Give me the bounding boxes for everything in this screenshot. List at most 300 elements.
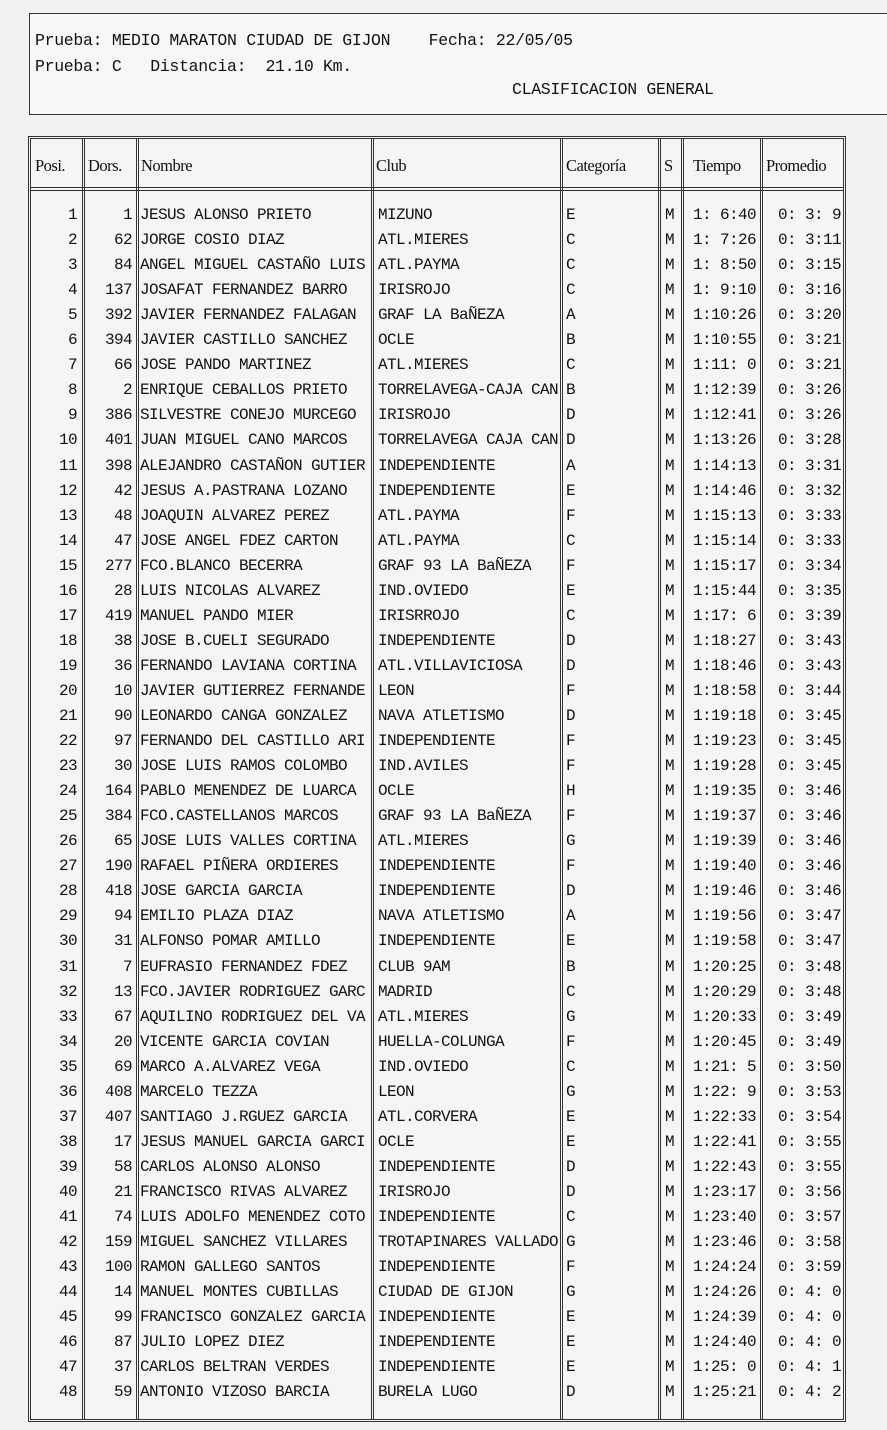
cell-nombre: FRANCISCO RIVAS ALVAREZ — [140, 1182, 348, 1201]
table-row — [31, 632, 843, 657]
table-row — [31, 532, 843, 557]
cell-dors: 42 — [113, 481, 132, 500]
cell-dors: 277 — [104, 556, 132, 575]
cell-tiempo: 1:10:55 — [692, 331, 756, 350]
cell-tiempo: 1: 7:26 — [692, 231, 756, 250]
cell-categoria: E — [566, 1358, 576, 1377]
cell-sexo: M — [665, 331, 675, 350]
cell-dors: 190 — [104, 857, 132, 876]
cell-promedio: 0: 4: 2 — [777, 1383, 841, 1402]
cell-tiempo: 1:19:23 — [692, 732, 756, 751]
cell-categoria: B — [566, 957, 576, 976]
cell-pos: 12 — [58, 481, 77, 500]
cell-dors: 36 — [113, 656, 132, 675]
cell-pos: 31 — [58, 957, 77, 976]
cell-club: LEON — [378, 1082, 415, 1101]
table-row — [31, 1208, 843, 1233]
table-row — [31, 1333, 843, 1358]
cell-sexo: M — [665, 206, 675, 224]
cell-club: LEON — [378, 681, 415, 700]
cell-sexo: M — [665, 556, 675, 575]
cell-tiempo: 1:19:35 — [692, 782, 756, 801]
cell-nombre: JESUS A.PASTRANA LOZANO — [140, 481, 348, 500]
cell-dors: 94 — [113, 907, 132, 926]
cell-pos: 36 — [58, 1082, 77, 1101]
cell-categoria: E — [566, 1333, 576, 1352]
cell-promedio: 0: 3:48 — [777, 982, 841, 1001]
cell-promedio: 0: 3:35 — [777, 581, 841, 600]
cell-sexo: M — [665, 681, 675, 700]
cell-categoria: G — [566, 832, 576, 851]
cell-pos: 43 — [58, 1258, 77, 1277]
cell-club: MADRID — [378, 982, 433, 1001]
table-row — [31, 256, 843, 281]
cell-pos: 41 — [58, 1208, 77, 1226]
cell-pos: 6 — [67, 331, 77, 350]
cell-promedio: 0: 3:20 — [777, 306, 841, 325]
cell-pos: 25 — [58, 807, 77, 826]
cell-pos: 30 — [58, 932, 77, 951]
cell-sexo: M — [665, 1233, 675, 1252]
cell-pos: 5 — [67, 306, 77, 325]
cell-promedio: 0: 3:34 — [777, 556, 841, 575]
cell-tiempo: 1:22:41 — [692, 1132, 756, 1151]
cell-pos: 38 — [58, 1132, 77, 1151]
cell-club: ATL.VILLAVICIOSA — [378, 656, 523, 675]
cell-sexo: M — [665, 1208, 675, 1226]
cell-club: NAVA ATLETISMO — [378, 707, 505, 725]
cell-promedio: 0: 3:44 — [777, 681, 841, 700]
cell-categoria: D — [566, 631, 576, 650]
cell-dors: 67 — [113, 1007, 132, 1026]
cell-sexo: M — [665, 1383, 675, 1402]
cell-categoria: C — [566, 356, 576, 375]
cell-dors: 97 — [113, 732, 132, 751]
col-header-pos: Posi. — [35, 156, 66, 175]
cell-categoria: D — [566, 707, 576, 725]
table-row — [31, 1158, 843, 1183]
table-row — [31, 958, 843, 983]
results-table — [28, 136, 846, 1422]
cell-nombre: ANTONIO VIZOSO BARCIA — [140, 1383, 330, 1402]
cell-tiempo: 1:19:46 — [692, 882, 756, 901]
cell-nombre: JUAN MIGUEL CANO MARCOS — [140, 431, 348, 450]
cell-pos: 35 — [58, 1057, 77, 1076]
cell-nombre: SANTIAGO J.RGUEZ GARCIA — [140, 1107, 348, 1126]
table-row — [31, 907, 843, 932]
cell-nombre: MANUEL PANDO MIER — [140, 606, 294, 625]
table-row — [31, 582, 843, 607]
cell-pos: 11 — [58, 456, 77, 475]
cell-sexo: M — [665, 631, 675, 650]
cell-dors: 47 — [113, 531, 132, 550]
cell-sexo: M — [665, 456, 675, 475]
cell-tiempo: 1:22: 9 — [692, 1082, 756, 1101]
cell-nombre: JESUS ALONSO PRIETO — [140, 206, 312, 224]
cell-promedio: 0: 3:15 — [777, 256, 841, 275]
cell-promedio: 0: 3:47 — [777, 907, 841, 926]
cell-club: TORRELAVEGA CAJA CAN — [378, 431, 559, 450]
cell-sexo: M — [665, 732, 675, 751]
cell-pos: 17 — [58, 606, 77, 625]
cell-nombre: LUIS ADOLFO MENENDEZ COTO — [140, 1208, 366, 1226]
cell-dors: 159 — [104, 1233, 132, 1252]
col-header-promedio: Promedio — [766, 156, 827, 175]
cell-tiempo: 1:25:21 — [692, 1383, 756, 1402]
cell-sexo: M — [665, 381, 675, 400]
cell-nombre: JOSE LUIS RAMOS COLOMBO — [140, 757, 348, 776]
cell-categoria: D — [566, 882, 576, 901]
cell-nombre: MIGUEL SANCHEZ VILLARES — [140, 1233, 348, 1252]
cell-promedio: 0: 3:48 — [777, 957, 841, 976]
cell-pos: 27 — [58, 857, 77, 876]
table-row — [31, 1308, 843, 1333]
cell-club: GRAF 93 LA BaÑEZA — [378, 556, 532, 575]
cell-sexo: M — [665, 782, 675, 801]
cell-pos: 42 — [58, 1233, 77, 1252]
table-row — [31, 657, 843, 682]
cell-promedio: 0: 3:59 — [777, 1258, 841, 1277]
cell-tiempo: 1:23:40 — [692, 1208, 756, 1226]
cell-club: TROTAPINARES VALLADO — [378, 1233, 559, 1252]
cell-categoria: C — [566, 281, 576, 300]
cell-categoria: C — [566, 531, 576, 550]
cell-promedio: 0: 4: 0 — [777, 1283, 841, 1302]
cell-club: IND.OVIEDO — [378, 1057, 469, 1076]
cell-dors: 384 — [104, 807, 132, 826]
cell-sexo: M — [665, 932, 675, 951]
cell-club: ATL.MIERES — [378, 231, 469, 250]
cell-sexo: M — [665, 907, 675, 926]
table-row — [31, 431, 843, 456]
cell-categoria: A — [566, 456, 576, 475]
cell-pos: 29 — [58, 907, 77, 926]
cell-tiempo: 1:24:39 — [692, 1308, 756, 1327]
cell-promedio: 0: 3:46 — [777, 832, 841, 851]
table-row — [31, 1133, 843, 1158]
cell-promedio: 0: 3:56 — [777, 1182, 841, 1201]
cell-sexo: M — [665, 1157, 675, 1176]
cell-club: INDEPENDIENTE — [378, 631, 496, 650]
cell-dors: 48 — [113, 506, 132, 525]
cell-tiempo: 1:15:13 — [692, 506, 756, 525]
cell-pos: 9 — [67, 406, 77, 425]
cell-tiempo: 1:12:39 — [692, 381, 756, 400]
cell-pos: 10 — [58, 431, 77, 450]
cell-nombre: JAVIER CASTILLO SANCHEZ — [140, 331, 348, 350]
cell-sexo: M — [665, 506, 675, 525]
header-separator — [31, 187, 843, 191]
cell-pos: 23 — [58, 757, 77, 776]
cell-nombre: JAVIER FERNANDEZ FALAGAN — [140, 306, 357, 325]
cell-sexo: M — [665, 1258, 675, 1277]
cell-tiempo: 1:15:44 — [692, 581, 756, 600]
table-row — [31, 457, 843, 482]
cell-dors: 28 — [113, 581, 132, 600]
cell-categoria: A — [566, 306, 576, 325]
cell-tiempo: 1:22:33 — [692, 1107, 756, 1126]
cell-nombre: ALFONSO POMAR AMILLO — [140, 932, 321, 951]
cell-promedio: 0: 3:58 — [777, 1233, 841, 1252]
cell-sexo: M — [665, 606, 675, 625]
cell-club: INDEPENDIENTE — [378, 481, 496, 500]
cell-promedio: 0: 4: 0 — [777, 1333, 841, 1352]
cell-promedio: 0: 3:46 — [777, 882, 841, 901]
cell-promedio: 0: 3:28 — [777, 431, 841, 450]
cell-dors: 418 — [104, 882, 132, 901]
cell-promedio: 0: 3:55 — [777, 1157, 841, 1176]
cell-categoria: C — [566, 231, 576, 250]
cell-categoria: C — [566, 1057, 576, 1076]
cell-promedio: 0: 3:49 — [777, 1007, 841, 1026]
cell-promedio: 0: 4: 1 — [777, 1358, 841, 1377]
cell-promedio: 0: 3:33 — [777, 531, 841, 550]
cell-club: NAVA ATLETISMO — [378, 907, 505, 926]
cell-promedio: 0: 3:54 — [777, 1107, 841, 1126]
cell-tiempo: 1:14:46 — [692, 481, 756, 500]
race-distance-line: Prueba: C Distancia: 21.10 Km. — [35, 57, 352, 76]
cell-dors: 31 — [113, 932, 132, 951]
cell-pos: 37 — [58, 1107, 77, 1126]
cell-categoria: B — [566, 381, 576, 400]
cell-tiempo: 1:23:17 — [692, 1182, 756, 1201]
table-row — [31, 1383, 843, 1408]
cell-dors: 398 — [104, 456, 132, 475]
cell-promedio: 0: 3:49 — [777, 1032, 841, 1051]
cell-categoria: D — [566, 656, 576, 675]
cell-promedio: 0: 3:26 — [777, 406, 841, 425]
cell-nombre: ALEJANDRO CASTAÑON GUTIER — [140, 456, 366, 475]
cell-promedio: 0: 3:55 — [777, 1132, 841, 1151]
cell-club: OCLE — [378, 1132, 415, 1151]
cell-dors: 20 — [113, 1032, 132, 1051]
cell-pos: 32 — [58, 982, 77, 1001]
cell-promedio: 0: 3:16 — [777, 281, 841, 300]
table-row — [31, 932, 843, 957]
cell-dors: 17 — [113, 1132, 132, 1151]
cell-promedio: 0: 3:46 — [777, 807, 841, 826]
cell-club: INDEPENDIENTE — [378, 882, 496, 901]
table-row — [31, 682, 843, 707]
table-row — [31, 1108, 843, 1133]
cell-nombre: JOSAFAT FERNANDEZ BARRO — [140, 281, 348, 300]
cell-nombre: CARLOS BELTRAN VERDES — [140, 1358, 330, 1377]
table-row — [31, 206, 843, 231]
cell-club: INDEPENDIENTE — [378, 1208, 496, 1226]
cell-tiempo: 1:20:33 — [692, 1007, 756, 1026]
cell-sexo: M — [665, 1082, 675, 1101]
cell-sexo: M — [665, 356, 675, 375]
cell-nombre: LEONARDO CANGA GONZALEZ — [140, 707, 348, 725]
cell-tiempo: 1:15:14 — [692, 531, 756, 550]
cell-nombre: CARLOS ALONSO ALONSO — [140, 1157, 321, 1176]
cell-nombre: JAVIER GUTIERREZ FERNANDE — [140, 681, 366, 700]
cell-nombre: JOSE LUIS VALLES CORTINA — [140, 832, 357, 851]
cell-categoria: F — [566, 807, 576, 826]
cell-dors: 419 — [104, 606, 132, 625]
cell-pos: 40 — [58, 1182, 77, 1201]
cell-club: IND.AVILES — [378, 757, 469, 776]
cell-categoria: G — [566, 1233, 576, 1252]
table-row — [31, 406, 843, 431]
cell-categoria: F — [566, 681, 576, 700]
cell-nombre: JOAQUIN ALVAREZ PEREZ — [140, 506, 330, 525]
cell-nombre: RAMON GALLEGO SANTOS — [140, 1258, 321, 1277]
col-header-nombre: Nombre — [141, 156, 193, 175]
cell-sexo: M — [665, 1032, 675, 1051]
cell-categoria: G — [566, 1283, 576, 1302]
table-row — [31, 356, 843, 381]
cell-promedio: 0: 3:45 — [777, 757, 841, 776]
table-row — [31, 607, 843, 632]
cell-tiempo: 1:19:56 — [692, 907, 756, 926]
cell-club: MIZUNO — [378, 206, 433, 224]
cell-pos: 4 — [67, 281, 77, 300]
cell-categoria: F — [566, 506, 576, 525]
cell-dors: 100 — [104, 1258, 132, 1277]
cell-club: INDEPENDIENTE — [378, 1333, 496, 1352]
cell-sexo: M — [665, 281, 675, 300]
table-row — [31, 832, 843, 857]
cell-sexo: M — [665, 857, 675, 876]
cell-dors: 38 — [113, 631, 132, 650]
cell-promedio: 0: 3:47 — [777, 932, 841, 951]
table-row — [31, 482, 843, 507]
cell-tiempo: 1:23:46 — [692, 1233, 756, 1252]
cell-promedio: 0: 3:57 — [777, 1208, 841, 1226]
cell-tiempo: 1:18:46 — [692, 656, 756, 675]
cell-pos: 16 — [58, 581, 77, 600]
table-row — [31, 983, 843, 1008]
cell-dors: 164 — [104, 782, 132, 801]
cell-tiempo: 1:14:13 — [692, 456, 756, 475]
cell-tiempo: 1: 8:50 — [692, 256, 756, 275]
cell-tiempo: 1:20:45 — [692, 1032, 756, 1051]
cell-promedio: 0: 3:21 — [777, 331, 841, 350]
cell-promedio: 0: 3: 9 — [777, 206, 841, 224]
cell-nombre: JOSE ANGEL FDEZ CARTON — [140, 531, 339, 550]
table-row — [31, 757, 843, 782]
cell-nombre: JOSE PANDO MARTINEZ — [140, 356, 312, 375]
cell-pos: 21 — [58, 707, 77, 725]
cell-tiempo: 1:20:25 — [692, 957, 756, 976]
cell-club: INDEPENDIENTE — [378, 1157, 496, 1176]
cell-sexo: M — [665, 832, 675, 851]
cell-pos: 26 — [58, 832, 77, 851]
cell-tiempo: 1:24:40 — [692, 1333, 756, 1352]
cell-nombre: MARCO A.ALVAREZ VEGA — [140, 1057, 321, 1076]
cell-categoria: C — [566, 1208, 576, 1226]
cell-dors: 84 — [113, 256, 132, 275]
cell-nombre: MANUEL MONTES CUBILLAS — [140, 1283, 339, 1302]
cell-categoria: E — [566, 932, 576, 951]
cell-categoria: G — [566, 1082, 576, 1101]
cell-sexo: M — [665, 807, 675, 826]
cell-categoria: E — [566, 1308, 576, 1327]
cell-club: HUELLA-COLUNGA — [378, 1032, 505, 1051]
cell-dors: 2 — [122, 381, 132, 400]
cell-nombre: ANGEL MIGUEL CASTAÑO LUIS — [140, 256, 366, 275]
cell-tiempo: 1:20:29 — [692, 982, 756, 1001]
cell-dors: 137 — [104, 281, 132, 300]
cell-tiempo: 1:24:24 — [692, 1258, 756, 1277]
cell-club: ATL.CORVERA — [378, 1107, 478, 1126]
cell-tiempo: 1:25: 0 — [692, 1358, 756, 1377]
cell-sexo: M — [665, 1107, 675, 1126]
cell-nombre: JOSE B.CUELI SEGURADO — [140, 631, 330, 650]
col-header-dors: Dors. — [88, 156, 122, 175]
cell-pos: 28 — [58, 882, 77, 901]
cell-sexo: M — [665, 1132, 675, 1151]
cell-promedio: 0: 3:46 — [777, 782, 841, 801]
cell-club: ATL.PAYMA — [378, 256, 460, 275]
cell-pos: 34 — [58, 1032, 77, 1051]
cell-club: INDEPENDIENTE — [378, 732, 496, 751]
cell-sexo: M — [665, 256, 675, 275]
cell-tiempo: 1:11: 0 — [692, 356, 756, 375]
cell-sexo: M — [665, 957, 675, 976]
cell-categoria: E — [566, 481, 576, 500]
cell-tiempo: 1: 6:40 — [692, 206, 756, 224]
cell-nombre: FCO.CASTELLANOS MARCOS — [140, 807, 339, 826]
cell-pos: 22 — [58, 732, 77, 751]
table-row — [31, 1258, 843, 1283]
cell-pos: 14 — [58, 531, 77, 550]
col-header-categoria: Categoría — [566, 156, 626, 175]
cell-categoria: C — [566, 982, 576, 1001]
cell-dors: 30 — [113, 757, 132, 776]
cell-sexo: M — [665, 306, 675, 325]
table-row — [31, 1058, 843, 1083]
cell-club: IRISROJO — [378, 406, 451, 425]
cell-nombre: AQUILINO RODRIGUEZ DEL VA — [140, 1007, 366, 1026]
cell-dors: 58 — [113, 1157, 132, 1176]
table-row — [31, 231, 843, 256]
cell-sexo: M — [665, 757, 675, 776]
cell-sexo: M — [665, 1308, 675, 1327]
cell-promedio: 0: 3:21 — [777, 356, 841, 375]
cell-nombre: EUFRASIO FERNANDEZ FDEZ — [140, 957, 348, 976]
cell-categoria: B — [566, 331, 576, 350]
cell-club: CIUDAD DE GIJON — [378, 1283, 514, 1302]
cell-club: INDEPENDIENTE — [378, 857, 496, 876]
cell-sexo: M — [665, 581, 675, 600]
cell-sexo: M — [665, 481, 675, 500]
table-row — [31, 306, 843, 331]
cell-tiempo: 1:19:37 — [692, 807, 756, 826]
cell-categoria: C — [566, 256, 576, 275]
cell-club: IRISROJO — [378, 281, 451, 300]
cell-pos: 44 — [58, 1283, 77, 1302]
cell-dors: 62 — [113, 231, 132, 250]
cell-dors: 87 — [113, 1333, 132, 1352]
table-row — [31, 281, 843, 306]
cell-promedio: 0: 3:53 — [777, 1082, 841, 1101]
cell-tiempo: 1: 9:10 — [692, 281, 756, 300]
cell-categoria: E — [566, 581, 576, 600]
col-header-tiempo: Tiempo — [693, 156, 741, 175]
table-row — [31, 857, 843, 882]
table-row — [31, 1283, 843, 1308]
cell-pos: 1 — [67, 206, 77, 224]
cell-tiempo: 1:19:18 — [692, 707, 756, 725]
cell-categoria: F — [566, 1258, 576, 1277]
col-header-sexo: S — [664, 156, 673, 175]
cell-categoria: F — [566, 732, 576, 751]
cell-sexo: M — [665, 1007, 675, 1026]
cell-categoria: D — [566, 431, 576, 450]
cell-tiempo: 1:15:17 — [692, 556, 756, 575]
